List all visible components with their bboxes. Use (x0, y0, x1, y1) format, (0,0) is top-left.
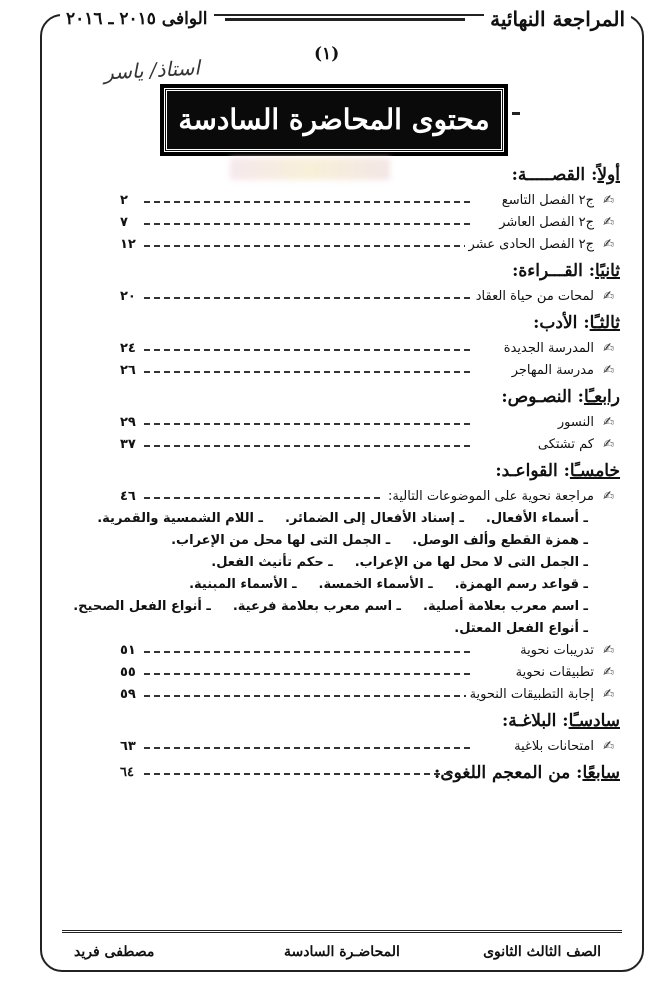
leader-dashes (144, 651, 470, 653)
section-colon: : (512, 261, 519, 281)
pen-icon: ✍ (603, 341, 614, 356)
section-title: من المعجم اللغوى (440, 763, 571, 783)
toc-item (60, 412, 620, 434)
grammar-topic-row (60, 574, 620, 596)
section-number: سابعًا (582, 763, 620, 783)
section-colon: : (577, 313, 590, 333)
section-colon: : (511, 165, 518, 185)
toc-item (60, 662, 620, 684)
grammar-topic: ـ أنواع الفعل المعتل. (454, 621, 588, 636)
section-colon: : (533, 313, 540, 333)
footer-author: مصطفى فريد (74, 944, 155, 960)
pen-icon: ✍ (603, 687, 614, 702)
leader-dashes (144, 297, 470, 299)
leader-dashes (144, 223, 470, 225)
toc-item (60, 234, 620, 256)
pen-icon: ✍ (603, 415, 614, 430)
toc-item-label: لمحات من حياة العقاد (472, 289, 594, 304)
section-number: رابعـًا (583, 387, 620, 407)
header-title-left: الوافى ٢٠١٥ ـ ٢٠١٦ (60, 6, 214, 32)
footer-rule (62, 930, 622, 933)
grammar-topic-row (60, 530, 620, 552)
toc-item-page: ١٢ (120, 234, 140, 256)
toc-item-page: ٤٦ (120, 486, 140, 508)
section-colon: : (501, 387, 508, 407)
toc-item-page: ٦٣ (120, 736, 140, 758)
toc-item-label: النسور (554, 415, 594, 430)
toc-item-label: مراجعة نحوية على الموضوعات التالية: (384, 489, 594, 504)
toc-item-page: ٥٥ (120, 662, 140, 684)
pen-icon: ✍ (603, 643, 614, 658)
toc-item-label: إجابة التطبيقات النحوية (466, 687, 594, 702)
grammar-topic-row (60, 552, 620, 574)
toc-item (60, 640, 620, 662)
pen-icon: ✍ (603, 437, 614, 452)
handwritten-note: استاذ/ ياسر (103, 55, 201, 85)
footer-lecture: المحاضـرة السادسة (284, 944, 400, 960)
section-colon: : (557, 461, 570, 481)
section-heading (60, 160, 620, 190)
section-colon: : (434, 763, 441, 783)
grammar-topic: ـ الأسماء الخمسة. (318, 577, 433, 592)
pen-icon: ✍ (603, 289, 614, 304)
section-heading (60, 308, 620, 338)
grammar-topic: ـ حكم تأنيث الفعل. (211, 555, 333, 570)
section-title: الأدب (539, 313, 578, 333)
pen-icon: ✍ (603, 489, 614, 504)
grammar-topic: ـ اسم معرب بعلامة أصلية. (423, 599, 588, 614)
section-colon: : (570, 763, 583, 783)
grammar-topic: ـ الأسماء المبنية. (189, 577, 297, 592)
section-title: القـــراءة (518, 261, 583, 281)
decorative-dash (512, 112, 520, 115)
section-number: سادسـًا (568, 711, 620, 731)
toc-item-label: مدرسة المهاجر (508, 363, 594, 378)
leader-dashes (144, 371, 470, 373)
toc-item (60, 684, 620, 706)
grammar-topic-row (60, 618, 620, 640)
grammar-topic-row (60, 508, 620, 530)
section-colon: : (501, 711, 509, 731)
section-heading (60, 456, 620, 486)
toc-item (60, 286, 620, 308)
section-title: القواعـد (501, 461, 558, 481)
toc-item (60, 736, 620, 758)
toc-item-label: المدرسة الجديدة (500, 341, 594, 356)
section-number: ثانيًا (595, 261, 620, 281)
toc-item-page: ٢ (120, 190, 132, 212)
toc-item-label: ج٢ الفصل التاسع (498, 193, 594, 208)
grammar-topic: ـ أسماء الأفعال. (485, 511, 588, 526)
toc-item-page: ٥٩ (120, 684, 140, 706)
grammar-topic: ـ الجمل التى لها محل من الإعراب. (171, 533, 391, 548)
leader-dashes (144, 673, 470, 675)
toc-item-page: ٧ (120, 212, 132, 234)
toc-item-page: ٢٦ (120, 360, 140, 382)
section-colon: : (495, 461, 502, 481)
leader-dashes (144, 445, 470, 447)
toc-item-label: تطبيقات نحوية (512, 665, 594, 680)
pen-icon: ✍ (603, 237, 614, 252)
section-colon: : (582, 261, 596, 281)
leader-dashes (144, 773, 450, 775)
grammar-topic: ـ أنواع الفعل الصحيح. (73, 599, 211, 614)
leader-dashes (144, 695, 470, 697)
toc-item-label: امتحانات بلاغية (510, 739, 594, 754)
grammar-topic-row (60, 596, 620, 618)
page-number: (١) (314, 44, 340, 64)
section-heading (60, 382, 620, 412)
toc-item (60, 190, 620, 212)
grammar-topic: ـ قواعد رسم الهمزة. (454, 577, 588, 592)
toc-item-label: ج٢ الفصل العاشر (495, 215, 594, 230)
section-title: القصـــــة (517, 165, 586, 185)
grammar-topic: ـ اسم معرب بعلامة فرعية. (232, 599, 401, 614)
section-number: ثالثـًا (589, 313, 620, 333)
section-heading (60, 706, 620, 736)
toc-item (60, 434, 620, 456)
pen-icon: ✍ (603, 739, 614, 754)
leader-dashes (144, 245, 470, 247)
pen-icon: ✍ (603, 665, 614, 680)
toc-item-page: ٢٤ (120, 338, 140, 360)
leader-dashes (144, 423, 470, 425)
leader-dashes (144, 349, 470, 351)
section-colon: : (585, 165, 598, 185)
toc-item-page: ٢٩ (120, 412, 140, 434)
section-title: البلاغـة (508, 711, 557, 731)
lexicon-page: ٦٤ (120, 758, 134, 788)
table-of-contents (60, 160, 620, 788)
footer-grade: الصف الثالث الثانوى (483, 944, 601, 960)
section-heading (60, 256, 620, 286)
section-number: أولاً (597, 165, 620, 185)
section-number: خامسـًا (569, 461, 620, 481)
toc-item (60, 486, 620, 508)
toc-item-page: ٥١ (120, 640, 140, 662)
grammar-topic: ـ اللام الشمسية والقمرية. (97, 511, 263, 526)
toc-item (60, 360, 620, 382)
toc-item-page: ٣٧ (120, 434, 140, 456)
leader-dashes (144, 201, 470, 203)
section-colon: : (571, 387, 584, 407)
section-colon: : (556, 711, 569, 731)
section-title: النصـوص (507, 387, 572, 407)
grammar-topic: ـ همزة القطع وألف الوصل. (412, 533, 588, 548)
grammar-topic: ـ الجمل التى لا محل لها من الإعراب. (354, 555, 588, 570)
lecture-title-banner: محتوى المحاضرة السادسة (164, 88, 504, 152)
leader-dashes (144, 747, 470, 749)
header-rule (225, 18, 465, 21)
section-heading (60, 758, 620, 788)
grammar-topic: ـ إسناد الأفعال إلى الضمائر. (284, 511, 464, 526)
toc-item (60, 338, 620, 360)
toc-item-label: تدريبات نحوية (516, 643, 594, 658)
pen-icon: ✍ (603, 363, 614, 378)
pen-icon: ✍ (603, 215, 614, 230)
toc-item-page: ٢٠ (120, 286, 140, 308)
toc-item (60, 212, 620, 234)
pen-icon: ✍ (603, 193, 614, 208)
toc-item-label: ج٢ الفصل الحادى عشر (465, 237, 594, 252)
toc-item-label: كم تشتكى (534, 437, 594, 452)
header-title-right: المراجعة النهائية (484, 6, 631, 32)
